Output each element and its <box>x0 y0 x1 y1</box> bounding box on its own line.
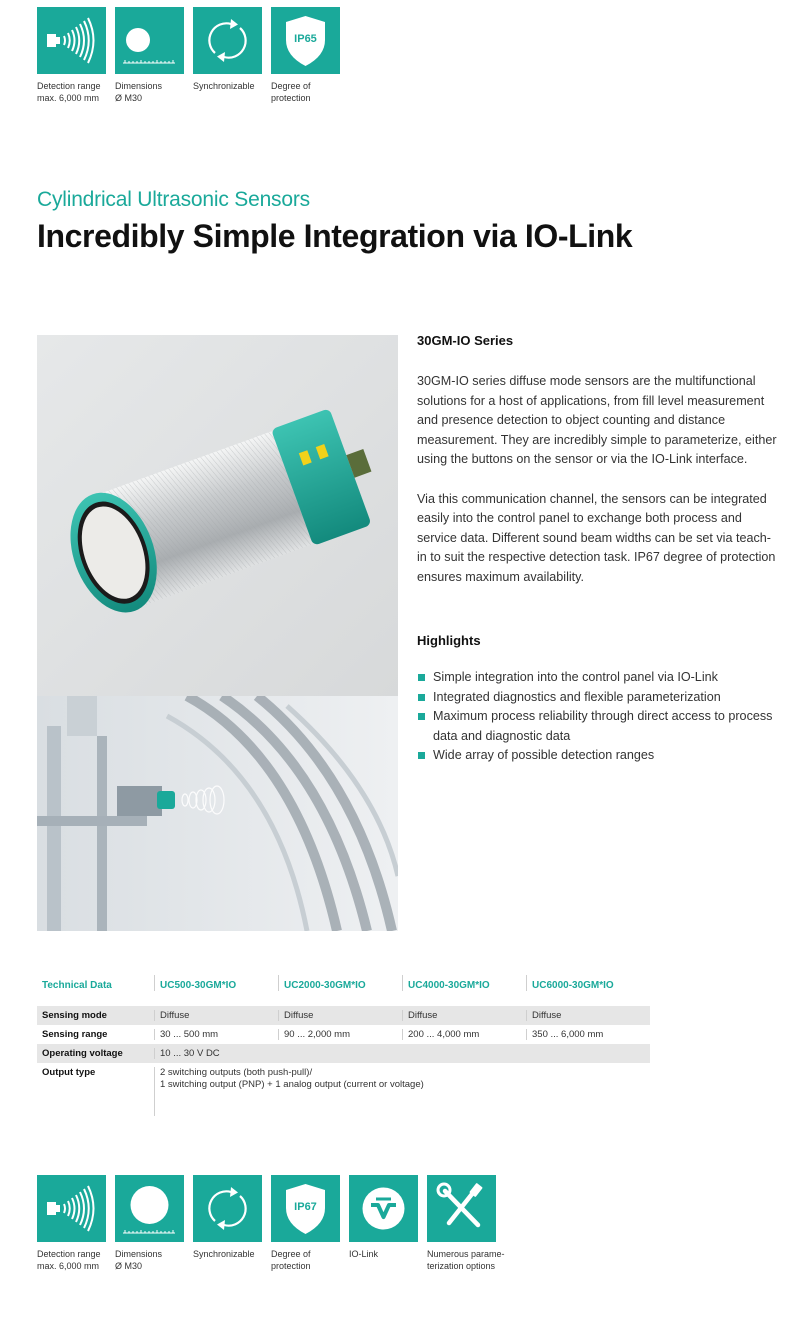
feature-synchronizable <box>193 1175 262 1272</box>
feature-io-link <box>349 1175 418 1272</box>
ultrasonic-range-icon <box>37 7 106 74</box>
table-row <box>37 1044 650 1063</box>
table-cell: 90 ... 2,000 mm <box>278 1029 402 1040</box>
dimensions-icon <box>115 7 184 74</box>
feature-synchronizable <box>193 7 262 104</box>
page-title: Incredibly Simple Integration via IO-Link <box>37 218 633 254</box>
highlights-list <box>417 668 777 766</box>
feature-caption: Degree of protection <box>271 1249 311 1271</box>
row-label: Operating voltage <box>42 1048 123 1059</box>
table-cell: Diffuse <box>402 1010 526 1021</box>
list-item: Integrated diagnostics and flexible parameterization <box>417 688 777 708</box>
feature-protection <box>271 7 340 104</box>
feature-caption: Dimensions Ø M30 <box>115 1249 163 1271</box>
dimensions-icon <box>115 1175 184 1242</box>
tools-icon <box>427 1175 496 1242</box>
sensor-product-image <box>37 335 398 696</box>
application-image <box>37 696 398 931</box>
feature-caption: Numerous parame- terization options <box>427 1249 505 1271</box>
feature-icons-bottom <box>37 1175 505 1272</box>
ultrasonic-range-icon <box>37 1175 106 1242</box>
table-header-cell: UC6000-30GM*IO <box>526 975 650 991</box>
protection-shield-icon <box>271 1175 340 1242</box>
feature-caption: Synchronizable <box>193 81 255 91</box>
series-paragraph-1: 30GM-IO series diffuse mode sensors are the multifunctional solutions for a host of applications, from fill level measurement and presence detection to object counting and distance measurement. They are incredibly simple to parameterize, either using the buttons on the sensor or via the IO-Link interface. <box>417 374 777 466</box>
ip-badge-text: IP67 <box>294 1201 317 1213</box>
feature-protection <box>271 1175 340 1272</box>
feature-caption: IO-Link <box>349 1249 379 1259</box>
feature-caption: Degree of protection <box>271 81 311 103</box>
series-description <box>417 333 777 766</box>
row-label: Sensing range <box>42 1029 108 1040</box>
feature-caption: Synchronizable <box>193 1249 255 1259</box>
feature-detection-range <box>37 1175 106 1272</box>
row-label: Output type <box>42 1067 96 1078</box>
feature-detection-range <box>37 7 106 104</box>
protection-shield-icon <box>271 7 340 74</box>
table-header-cell: Technical Data <box>42 980 112 991</box>
page-subtitle: Cylindrical Ultrasonic Sensors <box>37 188 310 211</box>
table-header-cell: UC2000-30GM*IO <box>278 975 402 991</box>
table-cell: 30 ... 500 mm <box>154 1029 278 1040</box>
table-cell: Diffuse <box>278 1010 402 1021</box>
feature-dimensions <box>115 1175 184 1272</box>
feature-icons-top <box>37 7 340 104</box>
table-header-row <box>37 975 650 1006</box>
feature-caption: Dimensions Ø M30 <box>115 81 163 103</box>
highlights-heading: Highlights <box>417 633 481 648</box>
table-cell: Diffuse <box>154 1010 278 1021</box>
ip-badge-text: IP65 <box>294 33 317 45</box>
table-cell: 10 ... 30 V DC <box>154 1048 650 1059</box>
table-row <box>37 1025 650 1044</box>
table-cell: 200 ... 4,000 mm <box>402 1029 526 1040</box>
series-heading: 30GM-IO Series <box>417 333 514 348</box>
table-row <box>37 1006 650 1025</box>
table-header-cell: UC500-30GM*IO <box>154 975 278 991</box>
synchronizable-icon <box>193 7 262 74</box>
table-row <box>37 1063 650 1116</box>
list-item: Wide array of possible detection ranges <box>417 746 777 766</box>
list-item: Maximum process reliability through direct access to process data and diagnostic data <box>417 707 777 746</box>
table-header-cell: UC4000-30GM*IO <box>402 975 526 991</box>
table-cell: Diffuse <box>526 1010 650 1021</box>
io-link-icon <box>349 1175 418 1242</box>
feature-caption: Detection range max. 6,000 mm <box>37 81 101 103</box>
feature-dimensions <box>115 7 184 104</box>
feature-caption: Detection range max. 6,000 mm <box>37 1249 101 1271</box>
table-cell: 2 switching outputs (both push-pull)/ 1 switching output (PNP) + 1 analog output (current or voltage) <box>154 1067 424 1116</box>
table-cell: 350 ... 6,000 mm <box>526 1029 650 1040</box>
series-paragraph-2: Via this communication channel, the sensors can be integrated easily into the control panel to exchange both process and service data. Different sound beam widths can be set via teach-in to suit the respective detection task. IP67 degree of protection ensures maximum availability. <box>417 491 776 584</box>
technical-data-table <box>37 975 650 1116</box>
feature-parameterization <box>427 1175 505 1272</box>
row-label: Sensing mode <box>42 1010 107 1021</box>
list-item: Simple integration into the control panel via IO-Link <box>417 668 777 688</box>
synchronizable-icon <box>193 1175 262 1242</box>
